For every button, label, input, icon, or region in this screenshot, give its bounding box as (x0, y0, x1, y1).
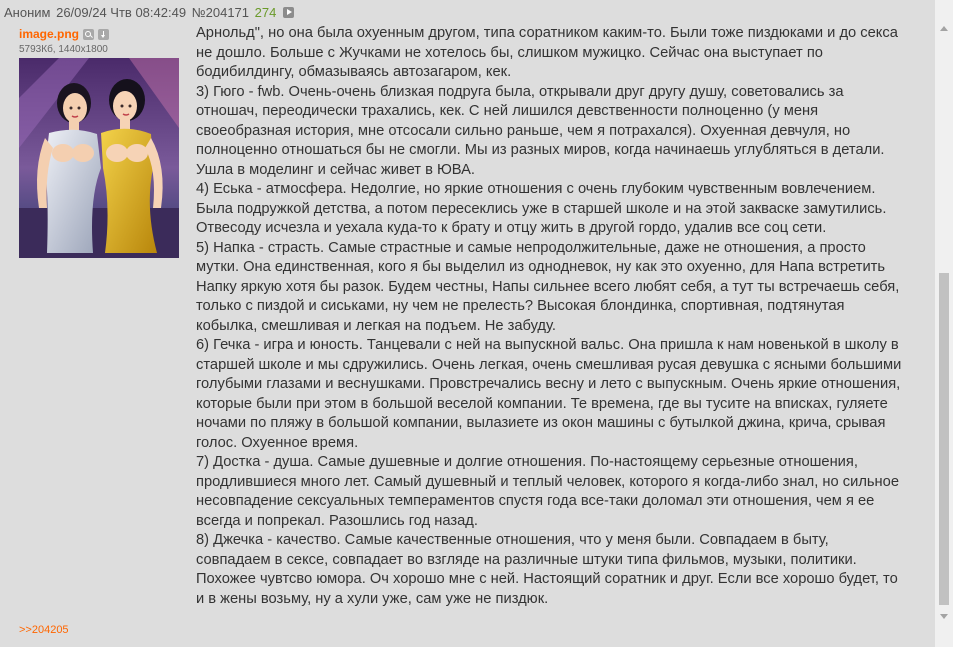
message-line: мутки. Она единственная, кого я бы выделил из однодневок, ну как это охуенно, для Напа встретить (196, 259, 886, 275)
message-line: ночами по пляжу в большой компании, вылазиете из окон машины с бутылкой джина, крича, срывая (196, 415, 886, 431)
anime-illustration (19, 58, 179, 258)
message-line: бодибилдингу, обмазываясь автозагаром, кек. (196, 64, 512, 80)
download-icon[interactable] (98, 29, 109, 40)
file-name-link[interactable]: image.png (19, 27, 80, 41)
search-icon[interactable] (83, 29, 94, 40)
message-line: 8) Джечка - качество. Самые качественные отношения, что у меня были. Совпадаем в быту, (196, 532, 829, 548)
message-line: отношач, переодически трахались, кек. С ней лишился девственности полноценно (у меня (196, 103, 819, 119)
message-line: и в жены возьму, ну а хули уже, сам уже не пиздюк. (196, 590, 549, 607)
message-line: Похожее чувтсво юмора. Оч хорошо мне с ней. Настоящий соратник и друг. Если все хорошо будет, то (196, 571, 898, 587)
message-line: продлившиеся много лет. Самый душевный и теплый человек, которого я когда-либо знал, но сильное (196, 473, 899, 490)
message-line: своеобразная история, мне отсосали сильно раньше, чем я потрахался). Охуенная девчуля, но (196, 122, 851, 139)
post-author: Аноним (4, 5, 51, 20)
file-info (19, 27, 109, 41)
post-date: 26/09/24 Чтв 08:42:49 (56, 5, 187, 20)
scrollbar-thumb[interactable] (939, 273, 949, 605)
message-line: голос. Охуенное время. (196, 434, 359, 451)
message-line: Ушла в моделинг и сейчас живет в ЮВА. (196, 161, 475, 178)
message-line: старшей школе и мы сдружились. Очень легкая, очень смешливая русая девушка с ясными большими (196, 356, 902, 373)
message-line: не дошло. Больше с Жучками не хотелось бы, слишком мужицко. Сейчас она выступает по (196, 44, 823, 61)
message-line: несовпадение сексуальных темпераментов спустя года все-таки доломал эти отношения, чем я ее (196, 493, 875, 509)
message-line: всегда и попрекал. Разошлись год назад. (196, 512, 478, 529)
post-header (4, 5, 296, 21)
message-line: Отвесоду исчезла и уехала куда-то к брату и отцу жить в другой гордо, удалив все соц сети. (196, 220, 827, 236)
message-line: 7) Достка - душа. Самые душевные и долгие отношения. По-настоящему серьезные отношения, (196, 454, 858, 470)
message-line: голубыми глазами и веснушками. Провстречались весну и лето с выпускным. Очень яркие отношения, (196, 376, 901, 392)
scroll-up-icon[interactable] (940, 26, 948, 31)
message-line: 5) Напка - страсть. Самые страстные и самые непродолжительные, даже не отношения, а просто (196, 239, 866, 256)
message-line: кобылка, смешливая и легкая на подъем. Не забуду. (196, 317, 556, 334)
message-line: 4) Еська - атмосфера. Недолгие, но яркие отношения с очень глубоким чувственным вовлечением. (196, 181, 876, 197)
file-meta: 5793Кб, 1440x1800 (19, 44, 108, 55)
post-message (196, 24, 930, 609)
message-line: полноценно отношаться бы не смогли. Мы из разных миров, когда начинаешь углубляться в детали. (196, 142, 885, 158)
message-line: 6) Гечка - игра и юность. Танцевали с ней на выпускной вальс. Она пришла к нам новенькой в школу в (196, 337, 899, 353)
message-line: которые были при этом в большой веселой компании. Те времена, где вы тусите на вписках, гуляете (196, 395, 888, 412)
play-icon[interactable] (283, 7, 294, 18)
post-number[interactable]: №204171 (191, 5, 250, 20)
message-line: Арнольд", но она была охуенным другом, типа соратником каким-то. Были тоже пиздюками и до секса (196, 25, 898, 41)
scrollbar[interactable] (935, 0, 953, 647)
message-line: 3) Гюго - fwb. Очень-очень близкая подруга была, открывали друг другу душу, советовались за (196, 83, 844, 100)
message-line: Была подружкой детства, а потом пересеклись уже в старшей школе и на этой закваске замутились. (196, 200, 887, 217)
reply-count[interactable]: 274 (254, 5, 277, 20)
message-line: только с пиздой и сиськами, ну чем не прелесть? Высокая блондинка, спортивная, подтянутая (196, 298, 845, 314)
post-image[interactable] (19, 58, 179, 258)
message-line: совпадаем в сексе, совпадает во взгляде на различные штуки типа фильмов, музыки, политики. (196, 551, 857, 568)
scroll-down-icon[interactable] (940, 614, 948, 619)
reply-link[interactable]: >>204205 (19, 624, 69, 636)
message-line: Напку яркую хотя бы разок. Будем честны, Напы сильнее всего любят себя, а тут ты встречаешь себя, (196, 278, 900, 295)
